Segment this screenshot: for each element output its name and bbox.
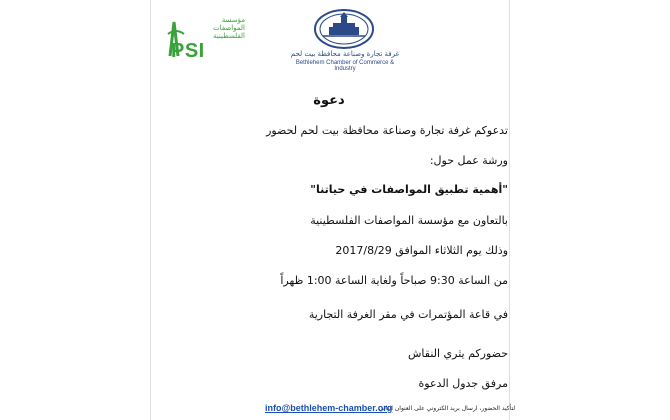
psi-logo-arabic: مؤسسة المواصفات الفلسطينية — [212, 16, 245, 40]
invitation-line-3: بالتعاون مع مؤسسة المواصفات الفلسطينية — [310, 214, 508, 227]
chamber-logo-arabic: غرفة تجارة وصناعة محافظة بيت لحم — [290, 50, 400, 58]
chamber-emblem-icon — [313, 8, 375, 50]
invitation-date: وذلك يوم الثلاثاء الموافق 2017/8/29 — [335, 244, 508, 257]
chamber-logo-english: Bethlehem Chamber of Commerce & Industry — [295, 60, 395, 72]
invitation-closing: حضوركم يثري النقاش — [407, 347, 508, 360]
invitation-attachment: مرفق جدول الدعوة — [418, 377, 508, 390]
footer-note: لتأكيد الحضور، ارسال بريد الكتروني على العنوان التالي — [379, 405, 516, 412]
invitation-title: دعوة — [313, 93, 345, 108]
invitation-topic: "أهمية تطبيق المواصفات في حياتنا" — [310, 183, 508, 196]
invitation-location: في قاعة المؤتمرات في مقر الغرفة التجارية — [308, 308, 508, 321]
invitation-line-1: تدعوكم غرفة تجارة وصناعة محافظة بيت لحم لحضور — [266, 124, 508, 137]
invitation-time: من الساعة 9:30 صباحاً ولغاية الساعة 1:00 ظهراً — [280, 274, 508, 287]
invitation-line-2: ورشة عمل حول: — [429, 154, 508, 167]
psi-logo-text: PSI — [171, 40, 205, 62]
footer-email-link[interactable]: info@bethlehem-chamber.org — [265, 403, 393, 413]
